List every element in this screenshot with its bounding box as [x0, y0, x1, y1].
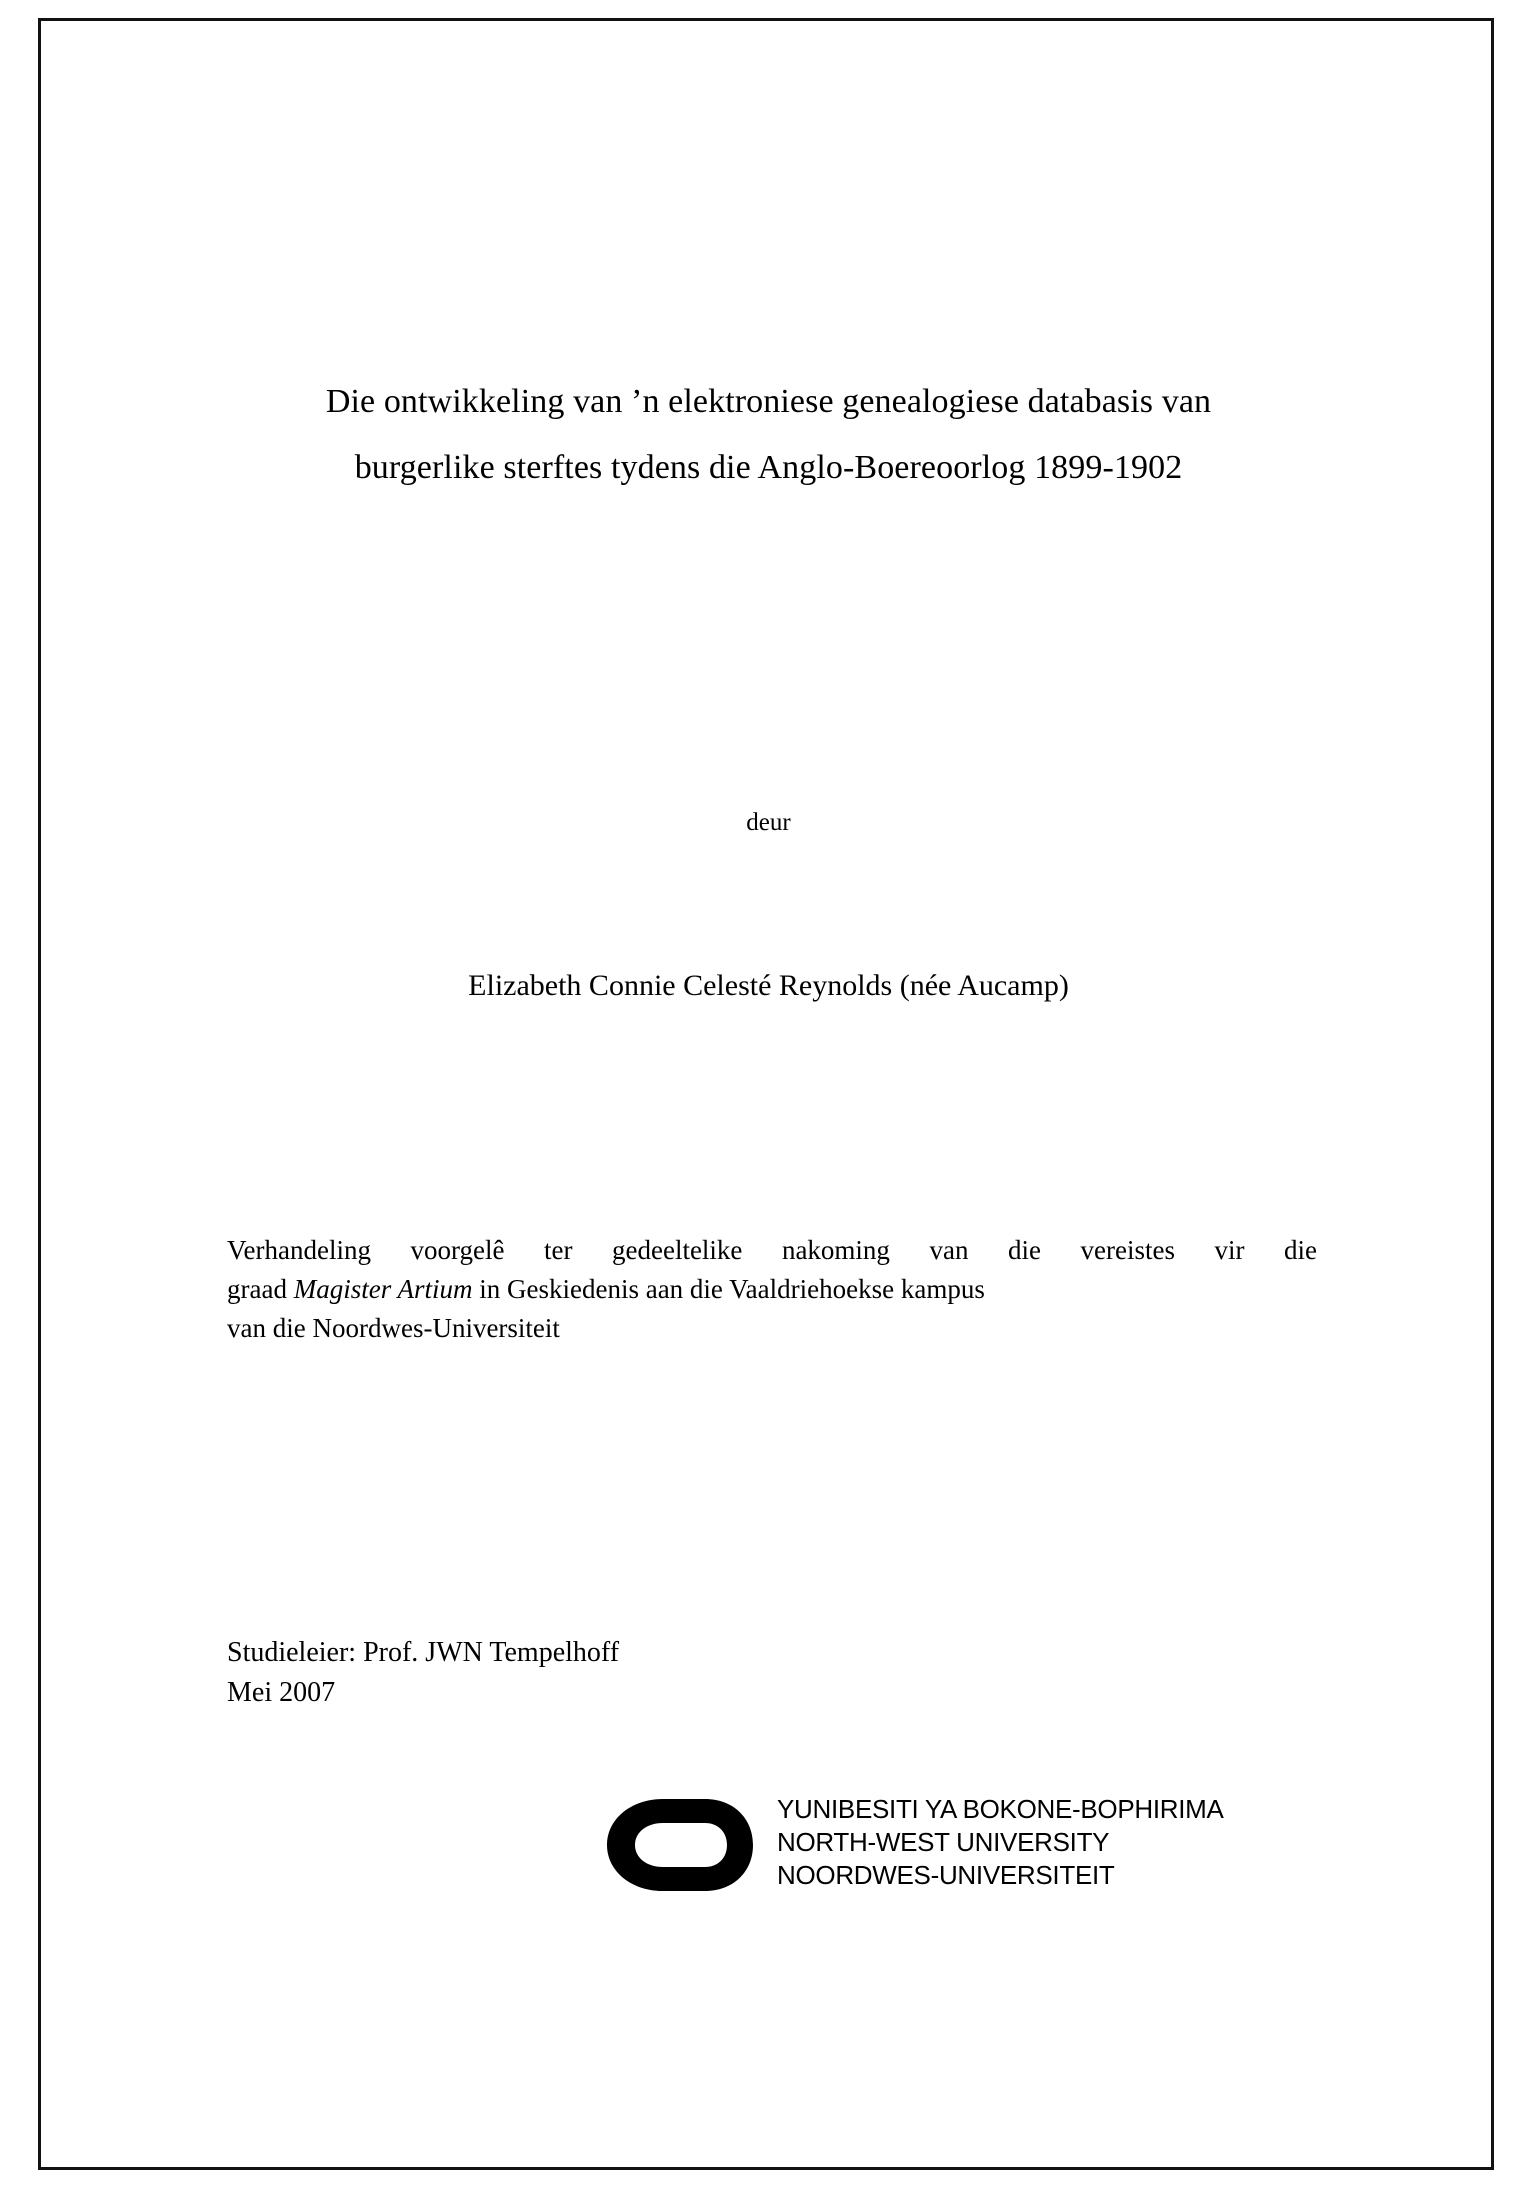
degree-statement [227, 1231, 1317, 1348]
logo-text-line-2: NORTH-WEST UNIVERSITY [777, 1827, 1110, 1857]
supervisor-block [227, 1633, 1127, 1713]
degree-statement-line-2-prefix: graad [227, 1274, 294, 1304]
degree-name-italic: Magister Artium [293, 1274, 473, 1304]
nwu-logo-icon [601, 1793, 761, 1897]
byline-label: deur [746, 809, 791, 836]
author-name: Elizabeth Connie Celesté Reynolds (née Aucamp) [468, 969, 1069, 1002]
university-logo [601, 1789, 1241, 1909]
degree-statement-line-2-suffix: in Geskiedenis aan die Vaaldriehoekse kampus [472, 1274, 985, 1304]
title-page-content [181, 21, 1356, 2167]
logo-text [777, 1793, 1224, 1892]
supervisor-line: Studieleier: Prof. JWN Tempelhoff [227, 1637, 620, 1668]
degree-statement-line-1: Verhandeling voorgelê ter gedeeltelike nakoming van die vereistes vir die [227, 1235, 1317, 1265]
logo-text-line-1: YUNIBESITI YA BOKONE-BOPHIRIMA [777, 1794, 1224, 1824]
page-title [181, 369, 1356, 501]
degree-statement-line-2 [227, 1270, 1317, 1309]
page-inner [41, 21, 1491, 2167]
title-line-1: Die ontwikkeling van ’n elektroniese genealogiese databasis van [325, 383, 1212, 420]
date-line: Mei 2007 [227, 1677, 336, 1708]
scanned-page [38, 18, 1494, 2170]
logo-text-line-3: NOORDWES-UNIVERSITEIT [777, 1860, 1115, 1890]
degree-statement-line-3: van die Noordwes-Universiteit [227, 1313, 560, 1343]
title-line-2: burgerlike sterftes tydens die Anglo-Boereoorlog 1899-1902 [354, 449, 1183, 486]
